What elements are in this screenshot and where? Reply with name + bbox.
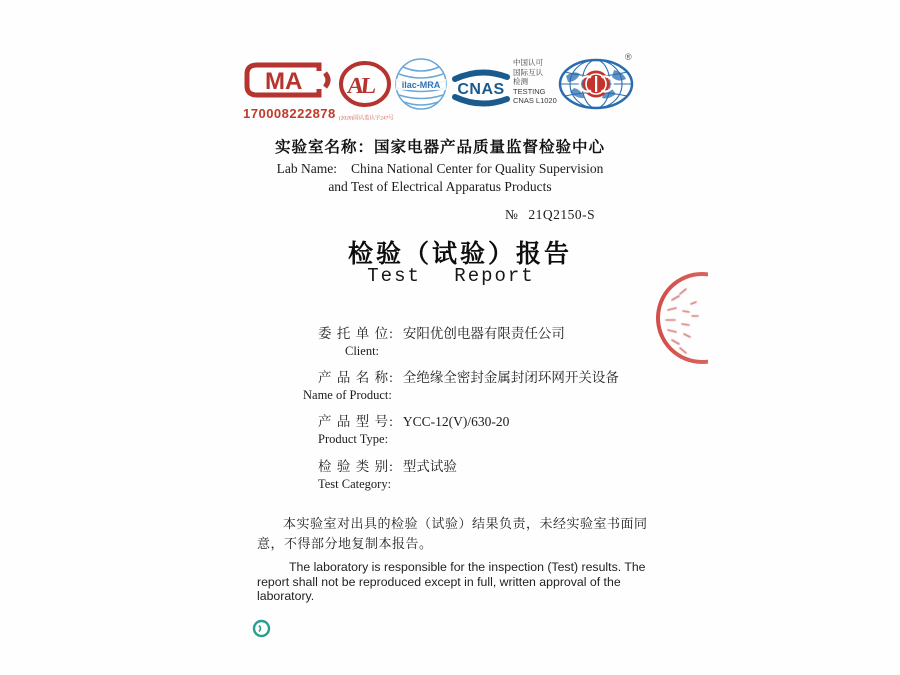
report-title-cn: 检验（试验）报告 <box>347 240 572 268</box>
field-client <box>318 322 678 359</box>
lab-name-cn: 实验室名称：国家电器产品质量监督检验中心 <box>274 139 605 156</box>
disclaimer-en: The laboratory is responsible for the inspection (Test) results. The report shall not be reproduced except in full, written approval of the laboratory. <box>257 560 646 603</box>
lab-name-en-text: China National Center for Quality Supervision <box>351 161 604 176</box>
cnas-icon <box>450 66 512 108</box>
al-mark-icon <box>337 61 393 108</box>
field-label-en: Product Type: <box>318 432 389 446</box>
cma-mark-icon <box>243 60 335 100</box>
field-test-category <box>318 455 678 492</box>
lab-name-en-line2: and Test of Electrical Apparatus Products <box>328 179 552 194</box>
registered-trademark-symbol: ® <box>625 52 632 62</box>
lab-name-en-line1 <box>160 161 720 177</box>
field-value: 安阳优创电器有限责任公司 <box>402 326 565 341</box>
ilac-mra-label: ilac-MRA <box>401 80 441 90</box>
field-label-cn: 产 品 型 号: <box>318 414 394 429</box>
al-caption: (2020)国认监认字247号 <box>338 116 394 122</box>
globe-certification-logo <box>556 56 638 117</box>
accreditation-line: CNAS L1020 <box>513 96 557 105</box>
field-value: 型式试验 <box>402 459 457 474</box>
field-label-en: Client: <box>345 344 380 358</box>
ilac-mra-logo <box>394 57 448 117</box>
report-number <box>505 207 595 223</box>
disclaimer-cn: 本实验室对出具的检验（试验）结果负责，未经实验室书面同意，不得部分地复制本报告。 <box>257 516 648 552</box>
svg-text:AL: AL <box>346 72 375 98</box>
cma-logo <box>243 60 335 121</box>
field-label-cn: 检 验 类 别: <box>318 459 394 474</box>
accreditation-text-block <box>513 58 557 106</box>
field-product-type <box>318 410 678 447</box>
field-value: 全绝缘全密封金属封闭环网开关设备 <box>402 370 619 385</box>
field-label-cn: 产 品 名 称: <box>318 370 394 385</box>
field-label-en: Test Category: <box>318 477 392 491</box>
al-logo <box>336 61 394 122</box>
field-product-name <box>303 366 678 403</box>
lab-name-block <box>160 135 720 195</box>
cma-certificate-number: 170008222878 <box>243 106 336 121</box>
accreditation-line: TESTING <box>513 86 546 96</box>
accreditation-line: 中国认可 <box>513 58 543 67</box>
report-title-en: Test Report <box>367 265 535 287</box>
accreditation-line: 检测 <box>513 77 528 86</box>
accreditation-line: 国际互认 <box>513 67 543 77</box>
field-label-cn: 委 托 单 位: <box>318 326 394 341</box>
cnas-logo <box>450 66 512 113</box>
ilac-mra-icon <box>394 57 448 112</box>
field-label-en: Name of Product: <box>303 388 392 402</box>
cnas-label: CNAS <box>457 81 505 98</box>
globe-icon <box>556 56 638 112</box>
report-fields <box>303 322 678 498</box>
field-value: YCC-12(V)/630-20 <box>402 414 510 429</box>
numero-sign: № <box>505 207 519 222</box>
svg-text:MA: MA <box>265 68 303 95</box>
teal-badge-icon <box>252 619 271 638</box>
report-number-value: 21Q2150-S <box>528 207 596 222</box>
lab-name-en-label: Lab Name: <box>276 161 338 176</box>
